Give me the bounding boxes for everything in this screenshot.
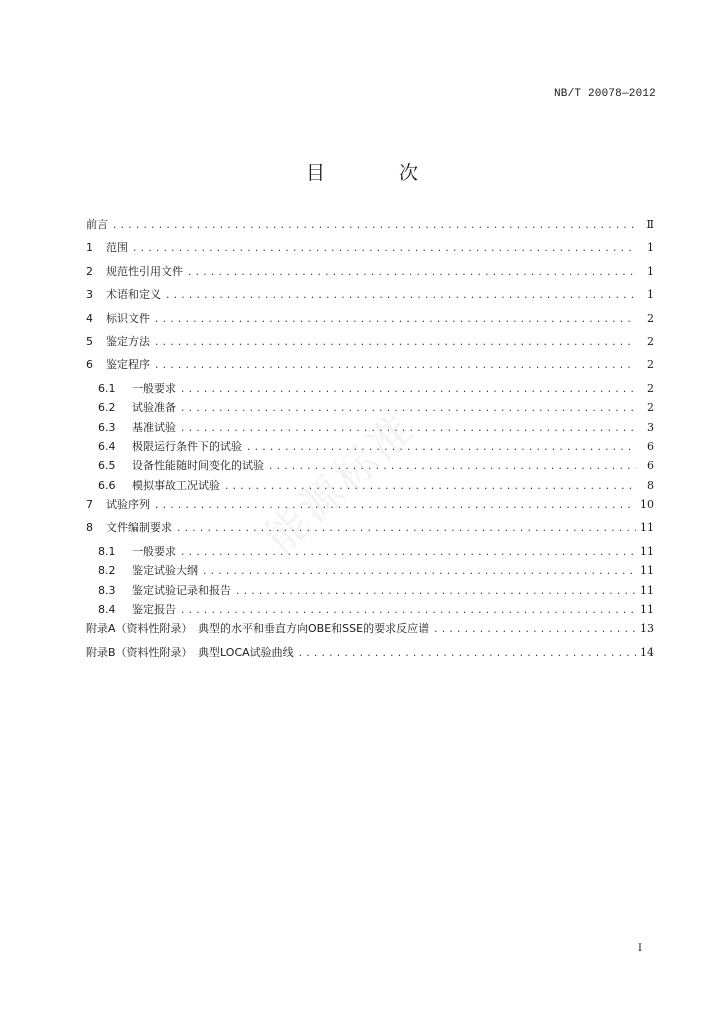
toc-entry[interactable] <box>86 356 654 379</box>
toc-dot-leader <box>180 548 636 558</box>
toc-entry[interactable] <box>86 601 654 620</box>
toc-entry[interactable] <box>86 477 654 496</box>
toc-entry-page: 2 <box>647 358 654 372</box>
toc-entry-number: 4 <box>86 311 93 325</box>
toc-entry-label: 一般要求 <box>132 544 176 558</box>
toc-entry[interactable] <box>86 543 654 562</box>
page-title: 目 次 <box>305 162 453 184</box>
toc-entry[interactable] <box>86 582 654 601</box>
toc-entry-page: 2 <box>647 311 654 325</box>
toc-entry-number: 8.2 <box>98 564 116 578</box>
toc-dot-leader <box>180 404 636 414</box>
toc-entry-label: 基准试验 <box>132 420 176 434</box>
toc-entry-label: 标识文件 <box>106 311 150 325</box>
toc-entry-page: 2 <box>647 334 654 348</box>
toc-entry-label: 文件编制要求 <box>106 521 172 535</box>
toc-entry-page: 2 <box>647 401 654 415</box>
watermark: 能源标准 <box>255 402 425 563</box>
toc-entry-page: 1 <box>647 288 654 302</box>
toc-entry[interactable] <box>86 216 654 239</box>
toc-entry-number: 6 <box>86 358 93 372</box>
toc-entry-page: 13 <box>640 622 654 636</box>
toc-entry-page: 1 <box>647 264 654 278</box>
toc-entry-page: 11 <box>640 521 654 535</box>
toc-entry-page: 3 <box>647 420 654 434</box>
toc-entry-number: 7 <box>86 498 93 512</box>
toc-entry-label: 一般要求 <box>132 381 176 395</box>
toc-entry-number: 2 <box>86 264 93 278</box>
toc-entry-label: 附录A（资料性附录） 典型的水平和垂直方向OBE和SSE的要求反应谱 <box>86 622 430 636</box>
toc-entry-label: 术语和定义 <box>106 288 161 302</box>
toc-entry-number: 6.5 <box>98 459 116 473</box>
toc-entry-number: 8 <box>86 521 93 535</box>
toc-entry-page: 1 <box>647 241 654 255</box>
toc-entry[interactable] <box>86 562 654 581</box>
toc-entry[interactable] <box>86 310 654 333</box>
toc-entry[interactable] <box>86 380 654 399</box>
standard-code: NB/T 20078—2012 <box>553 88 656 100</box>
toc-entry-label: 附录B（资料性附录） 典型LOCA试验曲线 <box>86 645 294 659</box>
toc-entry[interactable] <box>86 399 654 418</box>
toc-dot-leader <box>235 587 636 597</box>
toc-entry-number: 8.4 <box>98 603 116 617</box>
toc-entry-number: 6.4 <box>98 439 116 453</box>
toc-entry-page: 11 <box>640 544 654 558</box>
toc-dot-leader <box>187 268 636 278</box>
toc-entry-label: 前言 <box>86 218 108 231</box>
toc-entry-number: 6.2 <box>98 401 116 415</box>
toc-dot-leader <box>112 221 636 231</box>
toc-entry-number: 8.1 <box>98 544 116 558</box>
toc-entry-page: 8 <box>647 478 654 492</box>
toc-entry-label: 鉴定报告 <box>132 603 176 617</box>
toc-dot-leader <box>154 501 636 511</box>
toc-dot-leader <box>132 244 636 254</box>
toc-entry-number: 6.1 <box>98 381 116 395</box>
toc-entry-label: 鉴定程序 <box>106 358 150 372</box>
toc-entry-number: 6.6 <box>98 478 116 492</box>
toc-entry-page: 6 <box>647 439 654 453</box>
toc-entry-page: 14 <box>640 645 654 659</box>
toc-dot-leader <box>224 482 636 492</box>
toc-dot-leader <box>202 567 636 577</box>
toc-entry[interactable] <box>86 620 654 643</box>
table-of-contents <box>86 216 654 667</box>
toc-entry-number: 5 <box>86 334 93 348</box>
toc-entry-number: 6.3 <box>98 420 116 434</box>
toc-entry[interactable] <box>86 457 654 476</box>
toc-dot-leader <box>154 338 636 348</box>
toc-entry-number: 3 <box>86 288 93 302</box>
toc-dot-leader <box>268 462 636 472</box>
toc-entry-label: 鉴定试验大纲 <box>132 564 198 578</box>
toc-entry[interactable] <box>86 263 654 286</box>
toc-entry-page: 11 <box>640 603 654 617</box>
toc-dot-leader <box>180 606 636 616</box>
toc-entry[interactable] <box>86 496 654 519</box>
toc-entry-label: 范围 <box>106 241 128 255</box>
toc-entry[interactable] <box>86 438 654 457</box>
toc-dot-leader <box>154 315 636 325</box>
toc-entry-label: 极限运行条件下的试验 <box>132 439 242 453</box>
toc-dot-leader <box>180 424 636 434</box>
toc-dot-leader <box>246 443 636 453</box>
toc-entry-page: 11 <box>640 583 654 597</box>
toc-dot-leader <box>433 625 636 635</box>
toc-entry-label: 鉴定试验记录和报告 <box>132 583 231 597</box>
toc-dot-leader <box>154 361 636 371</box>
toc-entry-label: 试验序列 <box>106 498 150 512</box>
toc-entry[interactable] <box>86 519 654 542</box>
toc-entry[interactable] <box>86 419 654 438</box>
page-number: I <box>638 943 642 954</box>
toc-entry-number: 8.3 <box>98 583 116 597</box>
toc-entry-page: 2 <box>647 381 654 395</box>
toc-dot-leader <box>180 385 636 395</box>
toc-entry-page: 11 <box>640 564 654 578</box>
toc-dot-leader <box>165 291 636 301</box>
toc-entry-label: 鉴定方法 <box>106 334 150 348</box>
toc-dot-leader <box>176 524 636 534</box>
toc-entry[interactable] <box>86 286 654 309</box>
toc-entry-page: Ⅱ <box>646 218 654 231</box>
toc-dot-leader <box>298 649 636 659</box>
toc-entry-label: 试验准备 <box>132 401 176 415</box>
toc-entry[interactable] <box>86 239 654 262</box>
toc-entry[interactable] <box>86 333 654 356</box>
toc-entry-label: 设备性能随时间变化的试验 <box>132 459 264 473</box>
toc-entry[interactable] <box>86 644 654 667</box>
toc-entry-page: 10 <box>640 498 654 512</box>
toc-entry-page: 6 <box>647 459 654 473</box>
toc-entry-label: 模拟事故工况试验 <box>132 478 220 492</box>
toc-entry-number: 1 <box>86 241 93 255</box>
toc-entry-label: 规范性引用文件 <box>106 264 183 278</box>
